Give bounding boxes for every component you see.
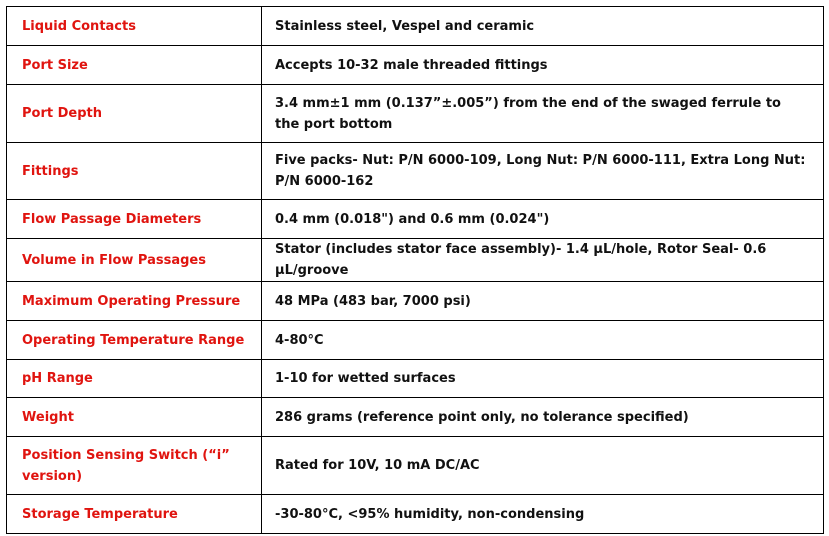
spec-label: Fittings (7, 143, 262, 200)
table-row (7, 321, 824, 360)
spec-value: 48 MPa (483 bar, 7000 psi) (262, 282, 824, 321)
table-row (7, 360, 824, 398)
specifications-table (6, 6, 824, 534)
table-row (7, 398, 824, 437)
spec-value: 3.4 mm±1 mm (0.137”±.005”) from the end of the swaged ferrule to the port bottom (262, 85, 824, 143)
spec-label: Weight (7, 398, 262, 437)
spec-label: Maximum Operating Pressure (7, 282, 262, 321)
spec-label: Operating Temperature Range (7, 321, 262, 360)
spec-value: Accepts 10-32 male threaded fittings (262, 46, 824, 85)
spec-label: Flow Passage Diameters (7, 200, 262, 239)
spec-value: Stator (includes stator face assembly)- 1.4 µL/hole, Rotor Seal- 0.6 µL/groove (262, 239, 824, 282)
spec-value: Stainless steel, Vespel and ceramic (262, 7, 824, 46)
spec-label: pH Range (7, 360, 262, 398)
spec-label: Volume in Flow Passages (7, 239, 262, 282)
spec-value: Five packs- Nut: P/N 6000-109, Long Nut: P/N 6000-111, Extra Long Nut: P/N 6000-162 (262, 143, 824, 200)
table-row (7, 85, 824, 143)
spec-label: Port Size (7, 46, 262, 85)
specifications-body (7, 7, 824, 534)
table-row (7, 495, 824, 534)
table-row (7, 46, 824, 85)
table-row (7, 200, 824, 239)
spec-value: -30-80°C, <95% humidity, non-condensing (262, 495, 824, 534)
spec-label: Liquid Contacts (7, 7, 262, 46)
spec-value: 0.4 mm (0.018") and 0.6 mm (0.024") (262, 200, 824, 239)
spec-value: 1-10 for wetted surfaces (262, 360, 824, 398)
table-row (7, 143, 824, 200)
spec-label: Position Sensing Switch (“i” version) (7, 437, 262, 495)
spec-value: Rated for 10V, 10 mA DC/AC (262, 437, 824, 495)
table-row (7, 437, 824, 495)
table-row (7, 239, 824, 282)
spec-label: Storage Temperature (7, 495, 262, 534)
table-row (7, 282, 824, 321)
spec-value: 4-80°C (262, 321, 824, 360)
spec-label: Port Depth (7, 85, 262, 143)
table-row (7, 7, 824, 46)
spec-value: 286 grams (reference point only, no tolerance specified) (262, 398, 824, 437)
